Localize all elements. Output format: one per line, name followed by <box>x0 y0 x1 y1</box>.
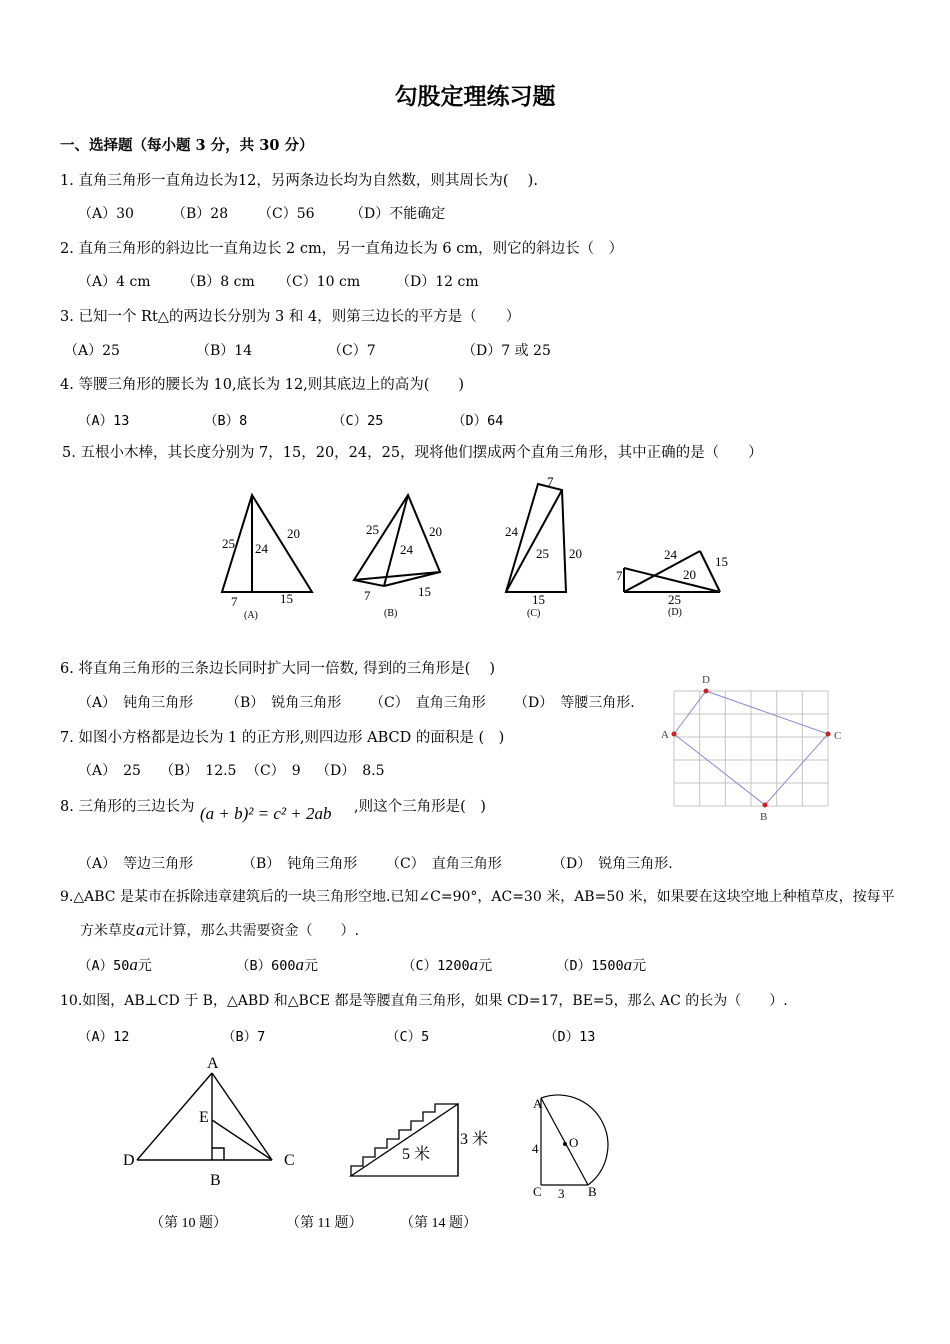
q8-option-a: （A） 等边三角形 <box>78 856 194 872</box>
fig5c-label-24: 24 <box>505 524 518 539</box>
fig5a-label-7: 7 <box>231 594 238 609</box>
q10-option-d: （D）13 <box>544 1029 596 1045</box>
point-c <box>826 732 831 737</box>
bottom-figures <box>110 1050 630 1250</box>
label-c: C <box>834 730 842 742</box>
question-9-line2 <box>80 920 359 940</box>
fig5a-label-15: 15 <box>280 591 293 606</box>
q7-option-c: （C） 9 <box>246 763 301 779</box>
fig11-label-length: 5 米 <box>402 1146 431 1163</box>
question-8-prefix: 8. 三角形的三边长为 <box>60 799 195 815</box>
q9-line2-pre: 方米草皮 <box>80 923 136 939</box>
fig5b-caption: (B) <box>384 608 398 619</box>
label-a: A <box>661 729 669 741</box>
q9-line2-post: 元计算，那么共需要资金（ ）. <box>144 923 359 939</box>
section-heading: 一、选择题（每小题 3 分，共 30 分） <box>60 137 314 154</box>
q6-option-c: （C） 直角三角形 <box>370 695 486 711</box>
q2-option-b: （B）8 cm <box>182 274 255 290</box>
q7-grid-lines <box>674 691 828 806</box>
q8-option-c: （C） 直角三角形 <box>386 856 502 872</box>
q1-option-a: （A）30 <box>78 206 134 222</box>
fig5c-diagonal <box>506 490 562 592</box>
question-6: 6. 将直角三角形的三条边长同时扩大同一倍数, 得到的三角形是( ) <box>60 661 496 677</box>
q8-option-b: （B） 钝角三角形 <box>242 856 358 872</box>
point-d <box>704 689 709 694</box>
q9-option-c: （C）1200a元 <box>402 955 493 974</box>
q2-option-d: （D）12 cm <box>396 274 479 290</box>
fig5d-label-7: 7 <box>616 568 623 583</box>
q4-option-d: （D）64 <box>452 413 504 429</box>
fig5c-label-20: 20 <box>569 546 582 561</box>
fig14-label-a: A <box>533 1096 543 1111</box>
fig5b-label-25: 25 <box>366 522 379 537</box>
fig14-label-ac: 4 <box>532 1141 539 1156</box>
fig10-label-d: D <box>123 1152 135 1169</box>
fig11-caption: （第 11 题） <box>286 1216 363 1231</box>
fig5b-label-15: 15 <box>418 584 431 599</box>
q10-option-a: （A）12 <box>78 1029 130 1045</box>
fig11-staircase <box>351 1104 458 1176</box>
fig5c-label-15: 15 <box>532 592 545 607</box>
q10-option-c: （C）5 <box>386 1029 430 1045</box>
fig5d-label-20: 20 <box>683 567 696 582</box>
q3-option-d: （D）7 或 25 <box>462 343 551 359</box>
page-title: 勾股定理练习题 <box>394 84 556 110</box>
q7-option-d: （D） 8.5 <box>316 763 385 779</box>
fig10-caption: （第 10 题） <box>150 1216 227 1231</box>
point-b <box>763 803 768 808</box>
fig5b-label-24: 24 <box>400 542 413 557</box>
q7-grid-figure <box>650 668 850 828</box>
q2-option-c: （C）10 cm <box>278 274 361 290</box>
q3-option-b: （B）14 <box>196 343 253 359</box>
label-d: D <box>702 674 710 686</box>
label-b: B <box>760 811 768 823</box>
q4-option-c: （C）25 <box>332 413 384 429</box>
fig5c-label-25: 25 <box>536 546 549 561</box>
q8-option-d: （D） 锐角三角形. <box>552 856 673 872</box>
q2-option-a: （A）4 cm <box>78 274 151 290</box>
q1-option-d: （D）不能确定 <box>350 206 446 222</box>
q9-option-b: （B）600a元 <box>236 955 319 974</box>
question-5: 5. 五根小木棒，其长度分别为 7，15，20，24，25，现将他们摆成两个直角三角形，其中正确的是（ ） <box>62 445 763 461</box>
q7-option-a: （A） 25 <box>78 763 141 779</box>
q1-option-c: （C）56 <box>258 206 315 222</box>
fig5a-label-24: 24 <box>255 541 268 556</box>
fig5b-inner-2 <box>354 580 384 586</box>
fig5d-caption: (D) <box>668 607 682 618</box>
question-9-line1: 9.△ABC 是某市在拆除违章建筑后的一块三角形空地.已知∠C=90°，AC=30 米，AB=50 米，如果要在这块空地上种植草皮，按每平 <box>60 889 895 905</box>
fig5c-caption: (C) <box>527 608 541 619</box>
fig11-label-height: 3 米 <box>460 1131 489 1148</box>
question-8-suffix: ,则这个三角形是( ) <box>354 799 486 815</box>
fig5d-label-15: 15 <box>715 554 728 569</box>
q4-option-a: （A）13 <box>78 413 130 429</box>
fig14-label-b: B <box>588 1184 597 1199</box>
fig14-label-o: O <box>569 1135 579 1150</box>
q1-option-b: （B）28 <box>172 206 229 222</box>
q3-option-a: （A）25 <box>64 343 120 359</box>
q3-option-c: （C）7 <box>328 343 376 359</box>
fig5b-label-20: 20 <box>429 524 442 539</box>
fig10-label-b: B <box>210 1172 221 1189</box>
fig10-label-a: A <box>207 1055 219 1072</box>
fig5b-inner-1 <box>384 495 408 586</box>
fig5a-label-20: 20 <box>287 526 300 541</box>
q4-option-b: （B）8 <box>204 413 248 429</box>
point-a <box>672 732 677 737</box>
fig5b-label-7: 7 <box>364 588 371 603</box>
q6-option-a: （A） 钝角三角形 <box>78 695 194 711</box>
question-7: 7. 如图小方格都是边长为 1 的正方形,则四边形 ABCD 的面积是 ( ) <box>60 730 505 746</box>
q5-figures <box>200 470 740 630</box>
fig5d-label-25: 25 <box>668 592 681 607</box>
q9-option-d: （D）1500a元 <box>556 955 647 974</box>
question-10: 10.如图，AB⊥CD 于 B，△ABD 和△BCE 都是等腰直角三角形，如果 CD=17，BE=5，那么 AC 的长为（ ）. <box>60 993 788 1009</box>
fig14-center <box>563 1142 567 1146</box>
q9-var: a <box>136 920 145 939</box>
fig5a-caption: (A) <box>244 610 258 621</box>
fig14-label-c: C <box>533 1184 542 1199</box>
q6-option-b: （B） 锐角三角形 <box>226 695 342 711</box>
q10-option-b: （B）7 <box>222 1029 266 1045</box>
fig5d-label-24: 24 <box>664 547 677 562</box>
fig14-label-cb: 3 <box>558 1186 565 1201</box>
q8-formula: (a + b)² = c² + 2ab <box>200 804 332 823</box>
fig10-label-c: C <box>284 1152 295 1169</box>
fig14-caption: （第 14 题） <box>400 1216 477 1231</box>
q7-option-b: （B） 12.5 <box>160 763 237 779</box>
question-3: 3. 已知一个 Rt△的两边长分别为 3 和 4，则第三边长的平方是（ ） <box>60 309 521 325</box>
fig10-label-e: E <box>199 1109 209 1126</box>
q9-option-a: （A）50a元 <box>78 955 152 974</box>
question-2: 2. 直角三角形的斜边比一直角边长 2 cm，另一直角边长为 6 cm，则它的斜边长（ ） <box>60 241 624 257</box>
q6-option-d: （D） 等腰三角形. <box>514 695 635 711</box>
fig5a-label-25: 25 <box>222 536 235 551</box>
fig5c-label-7: 7 <box>547 474 554 489</box>
question-1: 1. 直角三角形一直角边长为12，另两条边长均为自然数，则其周长为( ). <box>60 173 538 189</box>
question-4: 4. 等腰三角形的腰长为 10,底长为 12,则其底边上的高为( ) <box>60 377 465 393</box>
